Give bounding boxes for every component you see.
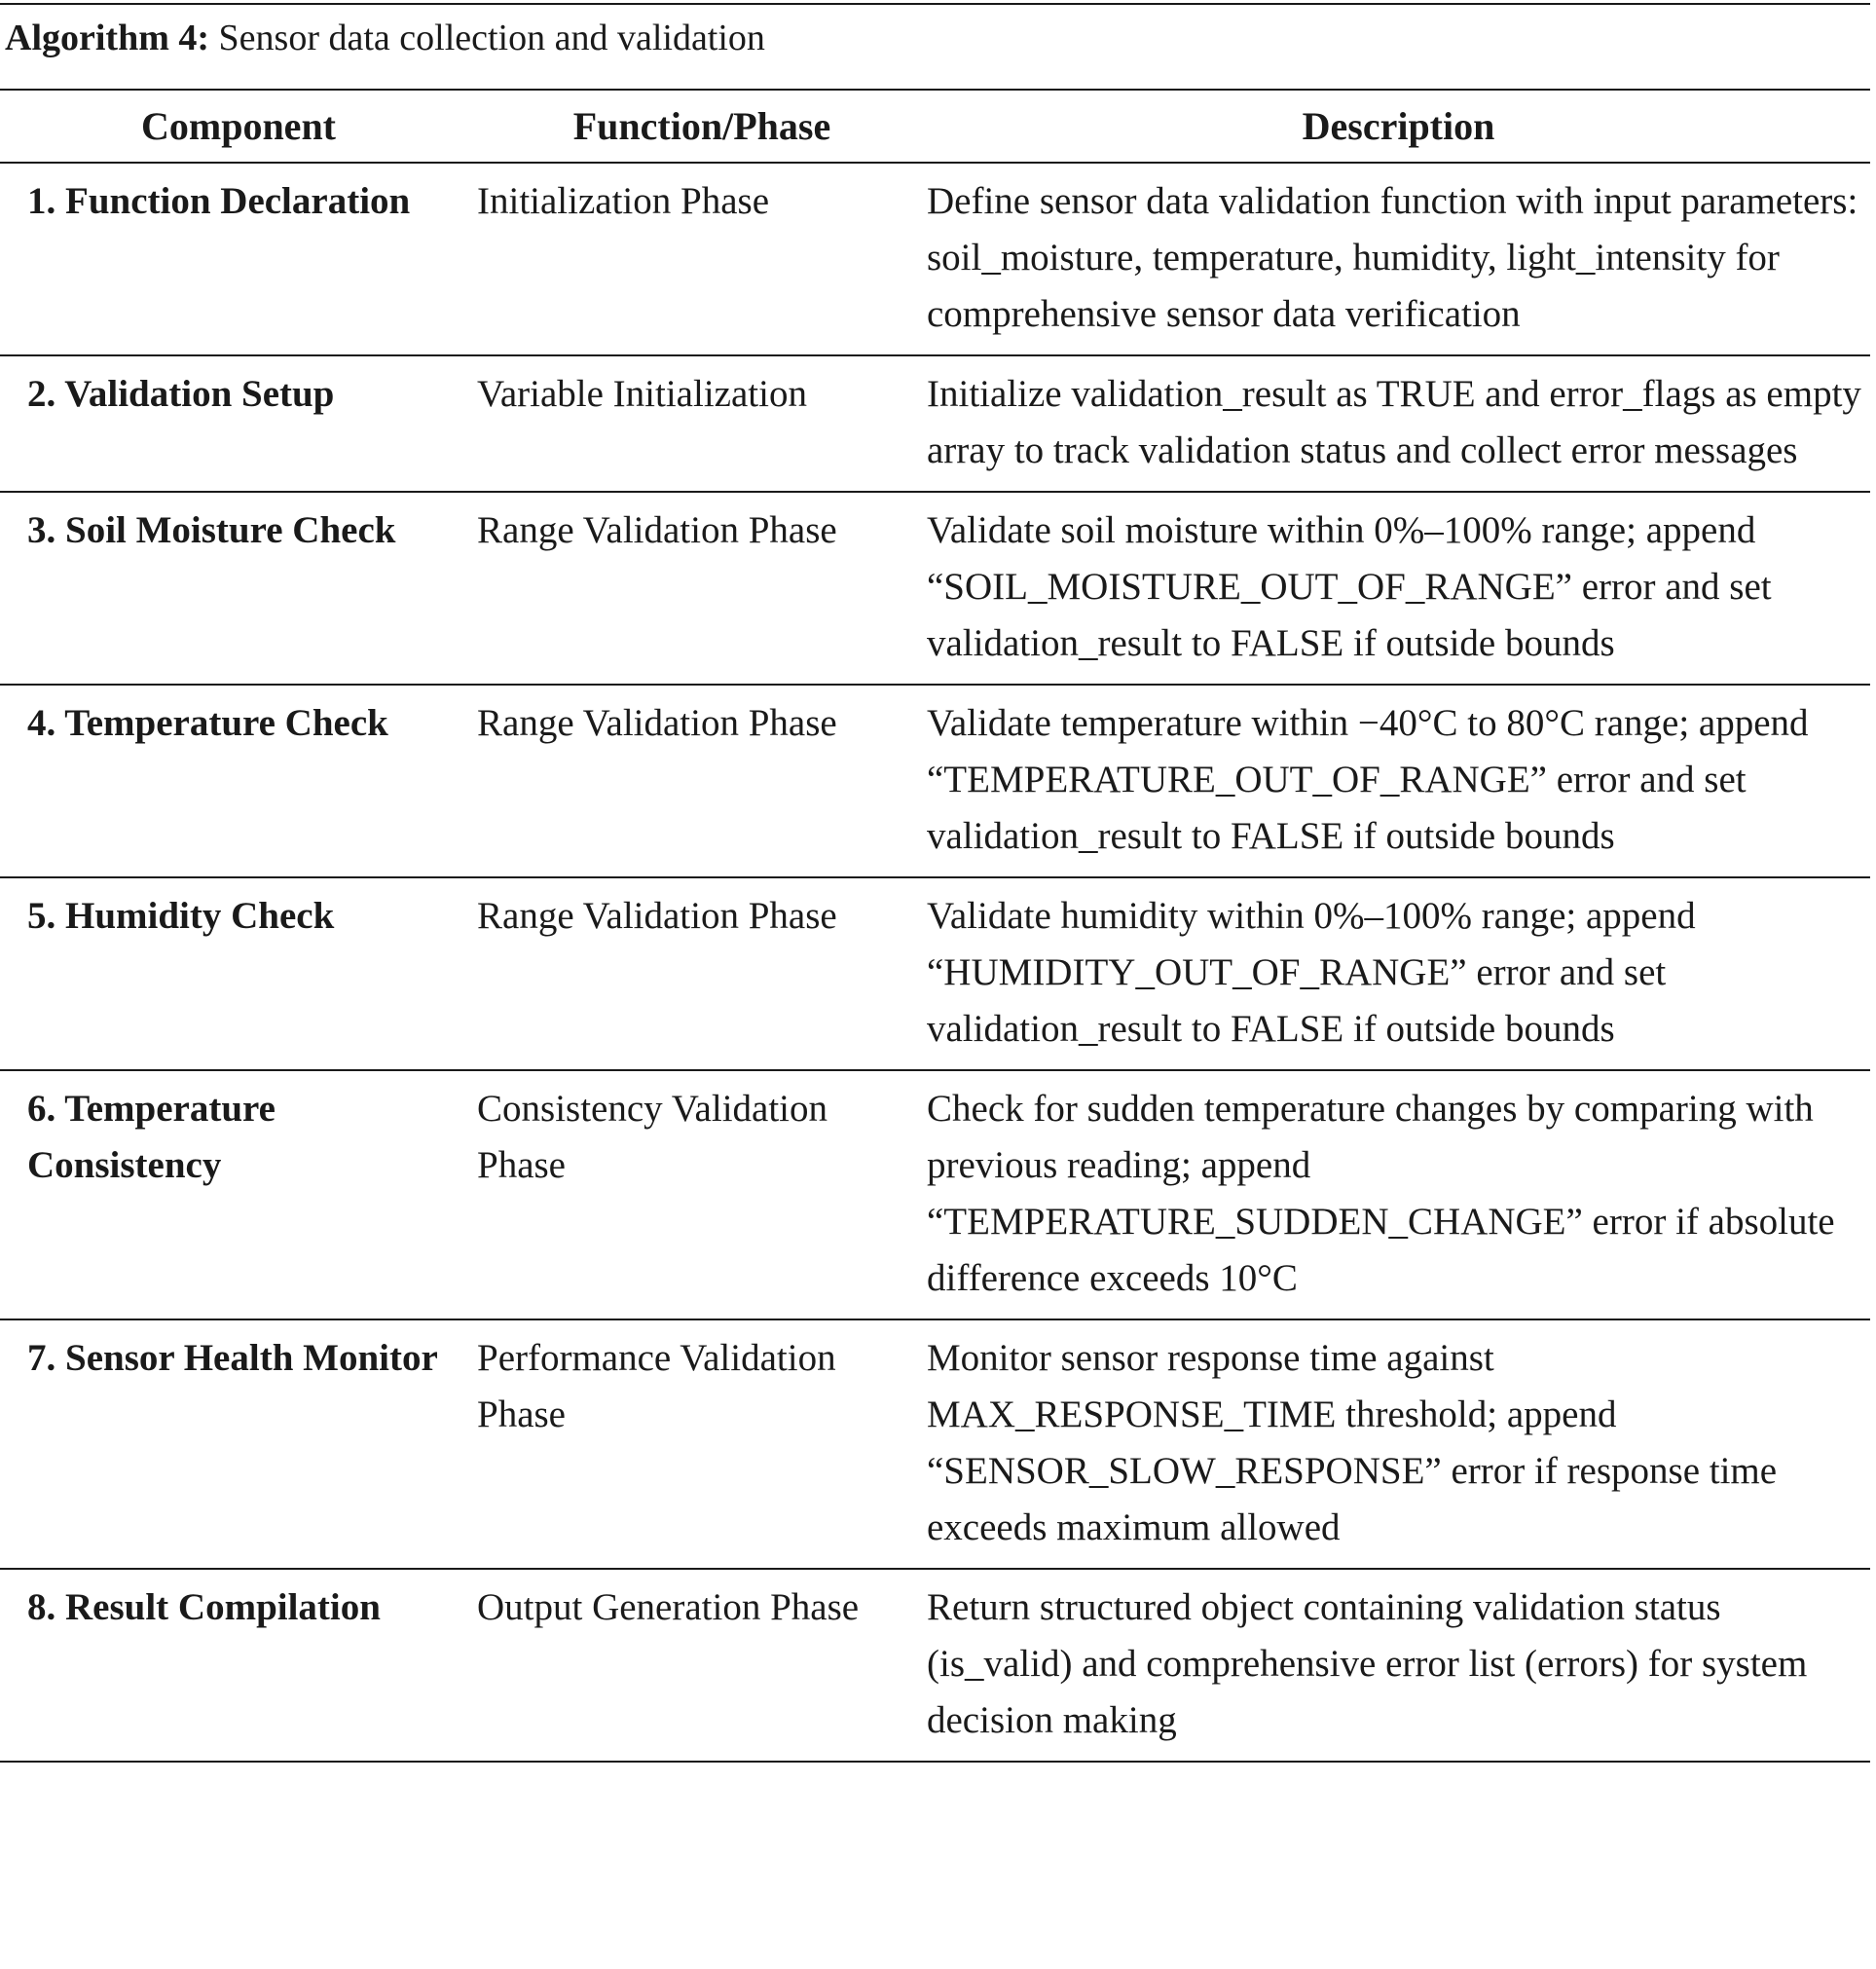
phase-cell: Variable Initialization [477,355,927,492]
table-row [0,685,1870,877]
phase-cell: Consistency Validation Phase [477,1070,927,1319]
component-cell: 4. Temperature Check [0,685,477,877]
component-cell: 5. Humidity Check [0,877,477,1070]
caption-label: Algorithm 4: [5,18,210,58]
description-cell: Validate temperature within −40°C to 80°C range; append “TEMPERATURE_OUT_OF_RANGE” error and set validation_result to FALSE if outside bounds [927,685,1870,877]
header-row [0,91,1870,163]
table-row [0,1319,1870,1569]
table-row [0,1070,1870,1319]
description-cell: Monitor sensor response time against MAX_RESPONSE_TIME threshold; append “SENSOR_SLOW_RESPONSE” error if response time exceeds maximum allowed [927,1319,1870,1569]
phase-cell: Range Validation Phase [477,877,927,1070]
description-cell: Validate soil moisture within 0%–100% range; append “SOIL_MOISTURE_OUT_OF_RANGE” error and set validation_result to FALSE if outside bounds [927,492,1870,685]
caption-top-rule [0,3,1870,5]
component-cell: 8. Result Compilation [0,1569,477,1762]
description-cell: Validate humidity within 0%–100% range; append “HUMIDITY_OUT_OF_RANGE” error and set validation_result to FALSE if outside bounds [927,877,1870,1070]
phase-cell: Initialization Phase [477,163,927,355]
table-row [0,163,1870,355]
component-cell: 3. Soil Moisture Check [0,492,477,685]
description-cell: Initialize validation_result as TRUE and error_flags as empty array to track validation status and collect error messages [927,355,1870,492]
table-row [0,877,1870,1070]
header-phase: Function/Phase [477,91,927,163]
algorithm-caption [5,14,765,62]
description-cell: Define sensor data validation function with input parameters: soil_moisture, temperature, humidity, light_intensity for comprehensive sensor data verification [927,163,1870,355]
phase-cell: Range Validation Phase [477,685,927,877]
phase-cell: Range Validation Phase [477,492,927,685]
header-description: Description [927,91,1870,163]
description-cell: Return structured object containing validation status (is_valid) and comprehensive error list (errors) for system decision making [927,1569,1870,1762]
table-row [0,492,1870,685]
component-cell: 2. Validation Setup [0,355,477,492]
description-cell: Check for sudden temperature changes by comparing with previous reading; append “TEMPERATURE_SUDDEN_CHANGE” error if absolute difference exceeds 10°C [927,1070,1870,1319]
caption-title: Sensor data collection and validation [218,18,765,58]
header-component: Component [0,91,477,163]
component-cell: 6. Temperature Consistency [0,1070,477,1319]
phase-cell: Output Generation Phase [477,1569,927,1762]
algorithm-table [0,91,1870,1763]
table-row [0,1569,1870,1762]
component-cell: 7. Sensor Health Monitor [0,1319,477,1569]
phase-cell: Performance Validation Phase [477,1319,927,1569]
component-cell: 1. Function Declaration [0,163,477,355]
table-row [0,355,1870,492]
